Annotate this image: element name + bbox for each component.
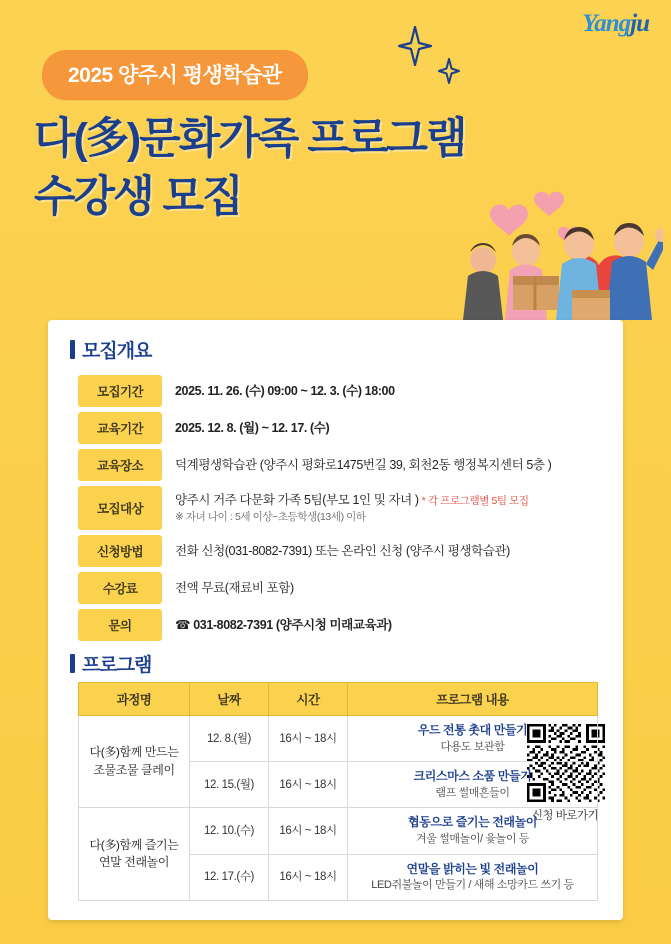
- overview-value-3-text: 양주시 거주 다문화 가족 5팀(부모 1인 및 자녀 ): [175, 493, 419, 507]
- sparkle-icon-small: [438, 58, 460, 84]
- overview-label-6: 문의: [78, 609, 162, 641]
- overview-label-0: 모집기간: [78, 375, 162, 407]
- program-date-0-0: 12. 8.(월): [190, 716, 269, 762]
- table-row: [79, 808, 598, 854]
- program-name-1-1: 연말을 밝히는 빛 전래놀이: [406, 861, 539, 876]
- page-title-line2: 수강생 모집: [34, 173, 242, 222]
- logo-text-part2: ju: [630, 10, 649, 37]
- table-row: [78, 449, 598, 481]
- program-content-0-0: [348, 716, 598, 762]
- program-course-1-line2: 연말 전래놀이: [98, 855, 170, 870]
- program-header-1: 날짜: [190, 683, 269, 716]
- overview-value-1-text: 2025. 12. 8. (월) ~ 12. 17. (수): [175, 420, 330, 435]
- program-time-1-0: 16시 ~ 18시: [269, 808, 348, 854]
- sparkle-icon-large: [398, 26, 432, 66]
- program-date-0-1: 12. 15.(월): [190, 762, 269, 808]
- program-date-1-0: 12. 10.(수): [190, 808, 269, 854]
- overview-label-1: 교육기간: [78, 412, 162, 444]
- program-date-1-1: 12. 17.(수): [190, 854, 269, 900]
- overview-value-2: 덕계평생학습관 (양주시 평화로1475번길 39, 회천2동 행정복지센터 5층 ): [175, 457, 552, 472]
- program-content-1-1: [348, 854, 598, 900]
- program-time-0-0: 16시 ~ 18시: [269, 716, 348, 762]
- program-time-1-1: 16시 ~ 18시: [269, 854, 348, 900]
- section-heading-program: [70, 650, 151, 677]
- program-table: [78, 682, 598, 901]
- program-header-3: 프로그램 내용: [348, 683, 598, 716]
- heading-bar-icon: [70, 340, 75, 359]
- table-header-row: [79, 683, 598, 716]
- section-heading-overview-label: 모집개요: [82, 341, 152, 362]
- page-title-line1: 다(多)문화가족 프로그램: [34, 115, 466, 163]
- table-row: [79, 716, 598, 762]
- program-course-0: [79, 716, 190, 808]
- overview-value-3: [162, 486, 598, 530]
- program-content-0-1: [348, 762, 598, 808]
- overview-value-0: [162, 375, 598, 407]
- overview-value-1: [162, 412, 598, 444]
- table-row: [78, 572, 598, 604]
- table-row: [78, 375, 598, 407]
- section-heading-program-label: 프로그램: [82, 655, 152, 676]
- section-heading-overview: [70, 336, 151, 363]
- overview-value-3-sub: ※ 자녀 나이 : 5세 이상~초등학생(13세) 이하: [175, 511, 366, 524]
- program-time-0-1: 16시 ~ 18시: [269, 762, 348, 808]
- family-illustration: [363, 190, 663, 320]
- overview-value-5: 전액 무료(재료비 포함): [175, 581, 294, 596]
- program-course-0-line1: 다(多)함께 만드는: [89, 745, 179, 760]
- table-row: [78, 535, 598, 567]
- program-header-0: 과정명: [79, 683, 190, 716]
- overview-value-6: [162, 609, 598, 641]
- overview-label-2: 교육장소: [78, 449, 162, 481]
- program-desc-1-0: 겨울 썰매놀이/ 윷놀이 등: [416, 833, 529, 846]
- program-name-1-0: 협동으로 즐기는 전래놀이: [408, 815, 537, 830]
- program-header-2: 시간: [269, 683, 348, 716]
- qr-caption: 신청 바로가기: [531, 810, 599, 822]
- program-content-1-0: [348, 808, 598, 854]
- program-desc-1-1: LED쥐불놀이 만들기 / 새해 소망카드 쓰기 등: [371, 879, 574, 892]
- logo-text-part1: Yang: [582, 10, 631, 37]
- overview-value-0-text: 2025. 11. 26. (수) 09:00 ~ 12. 3. (수) 18:00: [175, 383, 395, 398]
- overview-label-5: 수강료: [78, 572, 162, 604]
- program-course-1-line1: 다(多)함께 즐기는: [89, 837, 179, 852]
- program-name-0-0: 우드 전통 촛대 만들기: [417, 723, 528, 737]
- content-card: [48, 320, 623, 920]
- table-row: [78, 609, 598, 641]
- program-desc-0-1: 램프 썰매흔들이: [435, 786, 510, 799]
- overview-value-4: 전화 신청(031-8082-7391) 또는 온라인 신청 (양주시 평생학습관): [175, 544, 510, 559]
- program-desc-0-0: 다용도 보관함: [440, 740, 505, 753]
- overview-value-6-text: ☎ 031-8082-7391 (양주시청 미래교육과): [175, 618, 392, 633]
- overview-label-3: 모집대상: [78, 486, 162, 530]
- overview-table: [78, 370, 598, 646]
- program-course-0-line2: 조물조물 클레이: [93, 762, 175, 777]
- overview-label-4: 신청방법: [78, 535, 162, 567]
- overview-value-3-note: * 각 프로그램별 5팀 모집: [421, 495, 529, 507]
- heading-bar-icon: [70, 654, 75, 673]
- header-pill-label: 2025 양주시 평생학습관: [42, 50, 308, 100]
- table-row: [78, 412, 598, 444]
- yangju-logo: [582, 10, 649, 38]
- program-course-1: [79, 808, 190, 900]
- table-row: [78, 486, 598, 530]
- program-name-0-1: 크리스마스 소품 만들기: [413, 769, 532, 784]
